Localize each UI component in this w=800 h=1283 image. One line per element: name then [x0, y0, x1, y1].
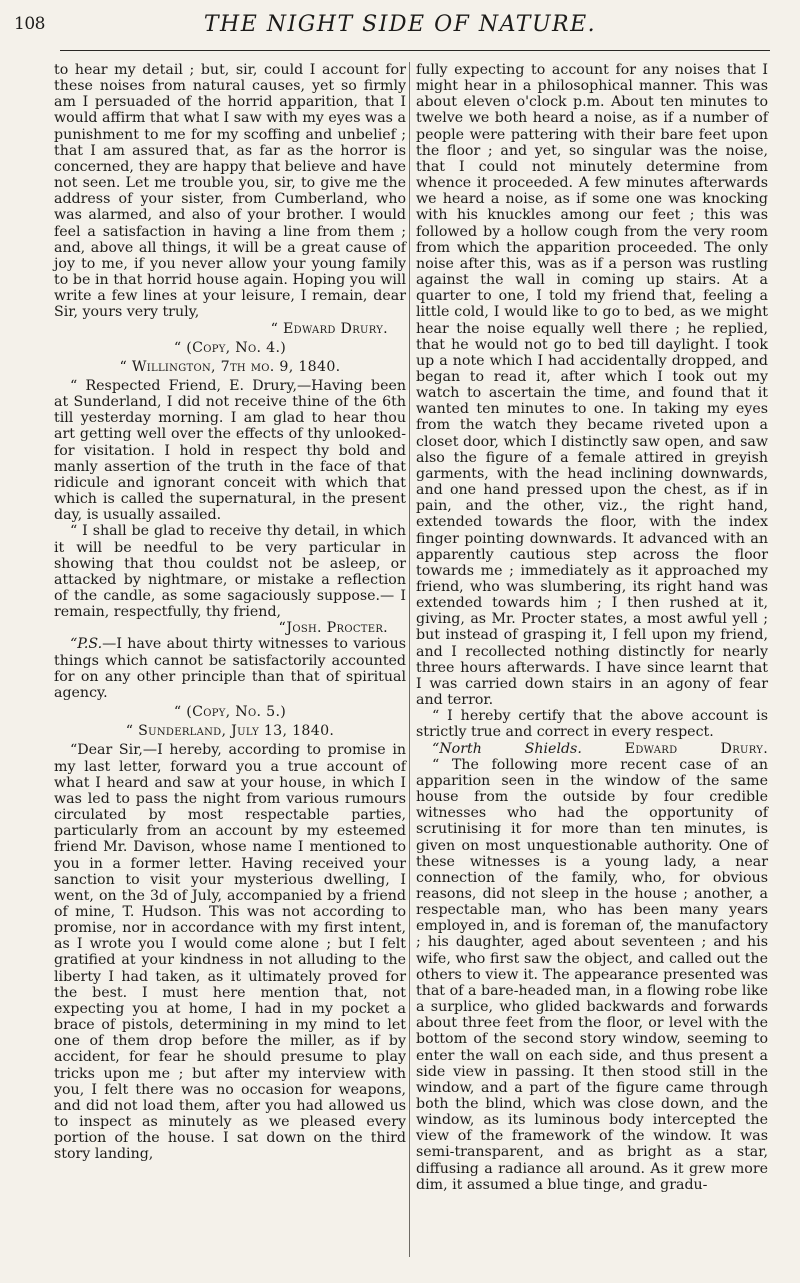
signature: Edward Drury. — [624, 740, 768, 757]
running-title: THE NIGHT SIDE OF NATURE. — [203, 12, 597, 37]
header-rule — [60, 50, 770, 51]
paragraph: to hear my detail ; but, sir, could I account for these noises from natural causes, yet so firmly am I persuaded of the horrid apparition, that I would affirm that what I saw with my eyes was a punishment to me for my scoffing and unbelief ; that I am assured that, as far as the horror is concerned, they are happy that believe and have not seen. Let me trouble you, sir, to give me the address of your sister, from Cumberland, who was alarmed, and also of your brother. I would feel a satisfaction in having a line from them ; and, above all things, it will be a great cause of joy to me, if you never allow your young family to be in that horrid house again. Hoping you will write a few lines at your leisure, I remain, dear Sir, yours very truly, — [54, 62, 406, 321]
copy-heading: “ (Copy, No. 4.) — [173, 339, 287, 356]
signature: “Josh. Procter. — [278, 620, 388, 637]
paragraph: “ The following more recent case of an apparition seen in the window of the same house from the outside by four credible witnesses who had the opportunity of scrutinising it for more than ten minutes, is given on most unquestionable authority. One of these witnesses is a young lady, a near connection of the family, who, for obvious reasons, did not sleep in the house ; another, a respectable man, who has been many years employed in, and is foreman of, the manufactory ; his daughter, aged about seventeen ; and his wife, who first saw the object, and called out the others to view it. The appearance presented was that of a bare-headed man, in a flowing robe like a surplice, who glided backwards and forwards about three feet from the floor, or level with the bottom of the second story window, seeming to enter the wall on each side, and thus present a side view in passing. It then stood still in the window, and a part of the figure came through both the blind, which was close down, and the window, as its luminous body intercepted the view of the framework of the window. It was semi-transparent, and as bright as a star, diffusing a radiance all around. As it grew more dim, it assumed a blue tinge, and gradu- — [416, 756, 768, 1193]
paragraph: “ I shall be glad to receive thy detail, in which it will be needful to be very particular in showing that thou couldst not be asleep, or attacked by nightmare, or mistake a reflection of the candle, as some sagaciously suppose.— I remain, respectfully, thy friend, — [54, 523, 406, 621]
letter-dateline: “ Sunderland, July 13, 1840. — [125, 723, 335, 740]
page-number: 108 — [14, 14, 45, 34]
paragraph: “ I hereby certify that the above account is strictly true and correct in every respect. — [416, 708, 768, 741]
right-column — [416, 62, 768, 1193]
postscript-label: “P.S. — [70, 636, 103, 653]
left-column — [54, 62, 406, 1162]
page-header — [0, 0, 800, 60]
postscript — [54, 636, 406, 701]
paragraph: “Dear Sir,—I hereby, according to promise in my last letter, forward you a true account of what I heard and saw at your house, in which I was led to pass the night from various rumours circulated by most respectable parties, particularly from an account by my esteemed friend Mr. Davison, whose name I mentioned to you in a former letter. Having received your sanction to visit your mysterious dwelling, I went, on the 3d of July, accompanied by a friend of mine, T. Hudson. This was not according to promise, nor in accordance with my first intent, as I wrote you I would come alone ; but I felt gratified at your kindness in not alluding to the liberty I had taken, as it ultimately proved for the best. I must here mention that, not expecting you at home, I had in my pocket a brace of pistols, determining in my mind to let one of them drop before the miller, as if by accident, for fear he should presume to play tricks upon me ; but after my interview with you, I felt there was no occasion for weapons, and did not load them, after you had allowed us to inspect as minutely as we pleased every portion of the house. I sat down on the third story landing, — [54, 742, 406, 1163]
paragraph: fully expecting to account for any noises that I might hear in a philosophical manner. This was about eleven o'clock p.m. About ten minutes to twelve we both heard a noise, as if a number of people were pattering with their bare feet upon the floor ; and yet, so singular was the noise, that I could not minutely determine from whence it proceeded. A few minutes afterwards we heard a noise, as if some one was knocking with his knuckles among our feet ; this was followed by a hollow cough from the very room from which the apparition proceeded. The only noise after this, was as if a person was rustling against the wall in coming up stairs. At a quarter to one, I told my friend that, feeling a little cold, I would like to go to bed, as we might hear the noise equally well there ; he replied, that he would not go to bed till daylight. I took up a note which I had accidentally dropped, and began to read it, after which I took out my watch to ascertain the time, and found that it wanted ten minutes to one. In taking my eyes from the watch they became riveted upon a closet door, which I distinctly saw open, and saw also the figure of a female attired in greyish garments, with the head inclining downwards, and one hand pressed upon the chest, as if in pain, and the other, viz., the right hand, extended towards the floor, with the index finger pointing downwards. It advanced with an apparently cautious step across the floor towards me ; immediately as it approached my friend, who was slumbering, its right hand was extended towards him ; I then rushed at it, giving, as Mr. Procter states, a most awful yell ; but instead of grasping it, I fell upon my friend, and I recollected nothing distinctly for nearly three hours afterwards. I have since learnt that I was carried down stairs in an agony of fear and terror. — [416, 62, 768, 709]
signature-line — [416, 741, 768, 757]
postscript-text: —I have about thirty witnesses to various things which cannot be satisfactorily accounted for on any other principle than that of spiritual agency. — [54, 636, 406, 701]
copy-heading: “ (Copy, No. 5.) — [173, 704, 287, 721]
letter-dateline: “ Willington, 7th mo. 9, 1840. — [119, 358, 341, 375]
signature: “ Edward Drury. — [270, 320, 388, 337]
paragraph: “ Respected Friend, E. Drury,—Having been at Sunderland, I did not receive thine of the 6th till yesterday morning. I am glad to hear thou art getting well over the effects of thy unlooked-for visitation. I hold in respect thy bold and manly assertion of the truth in the face of that ridicule and ignorant conceit with which that which is called the supernatural, in the present day, is usually assailed. — [54, 377, 406, 524]
signature-place: “North Shields. — [432, 740, 582, 757]
column-divider — [409, 62, 410, 1257]
